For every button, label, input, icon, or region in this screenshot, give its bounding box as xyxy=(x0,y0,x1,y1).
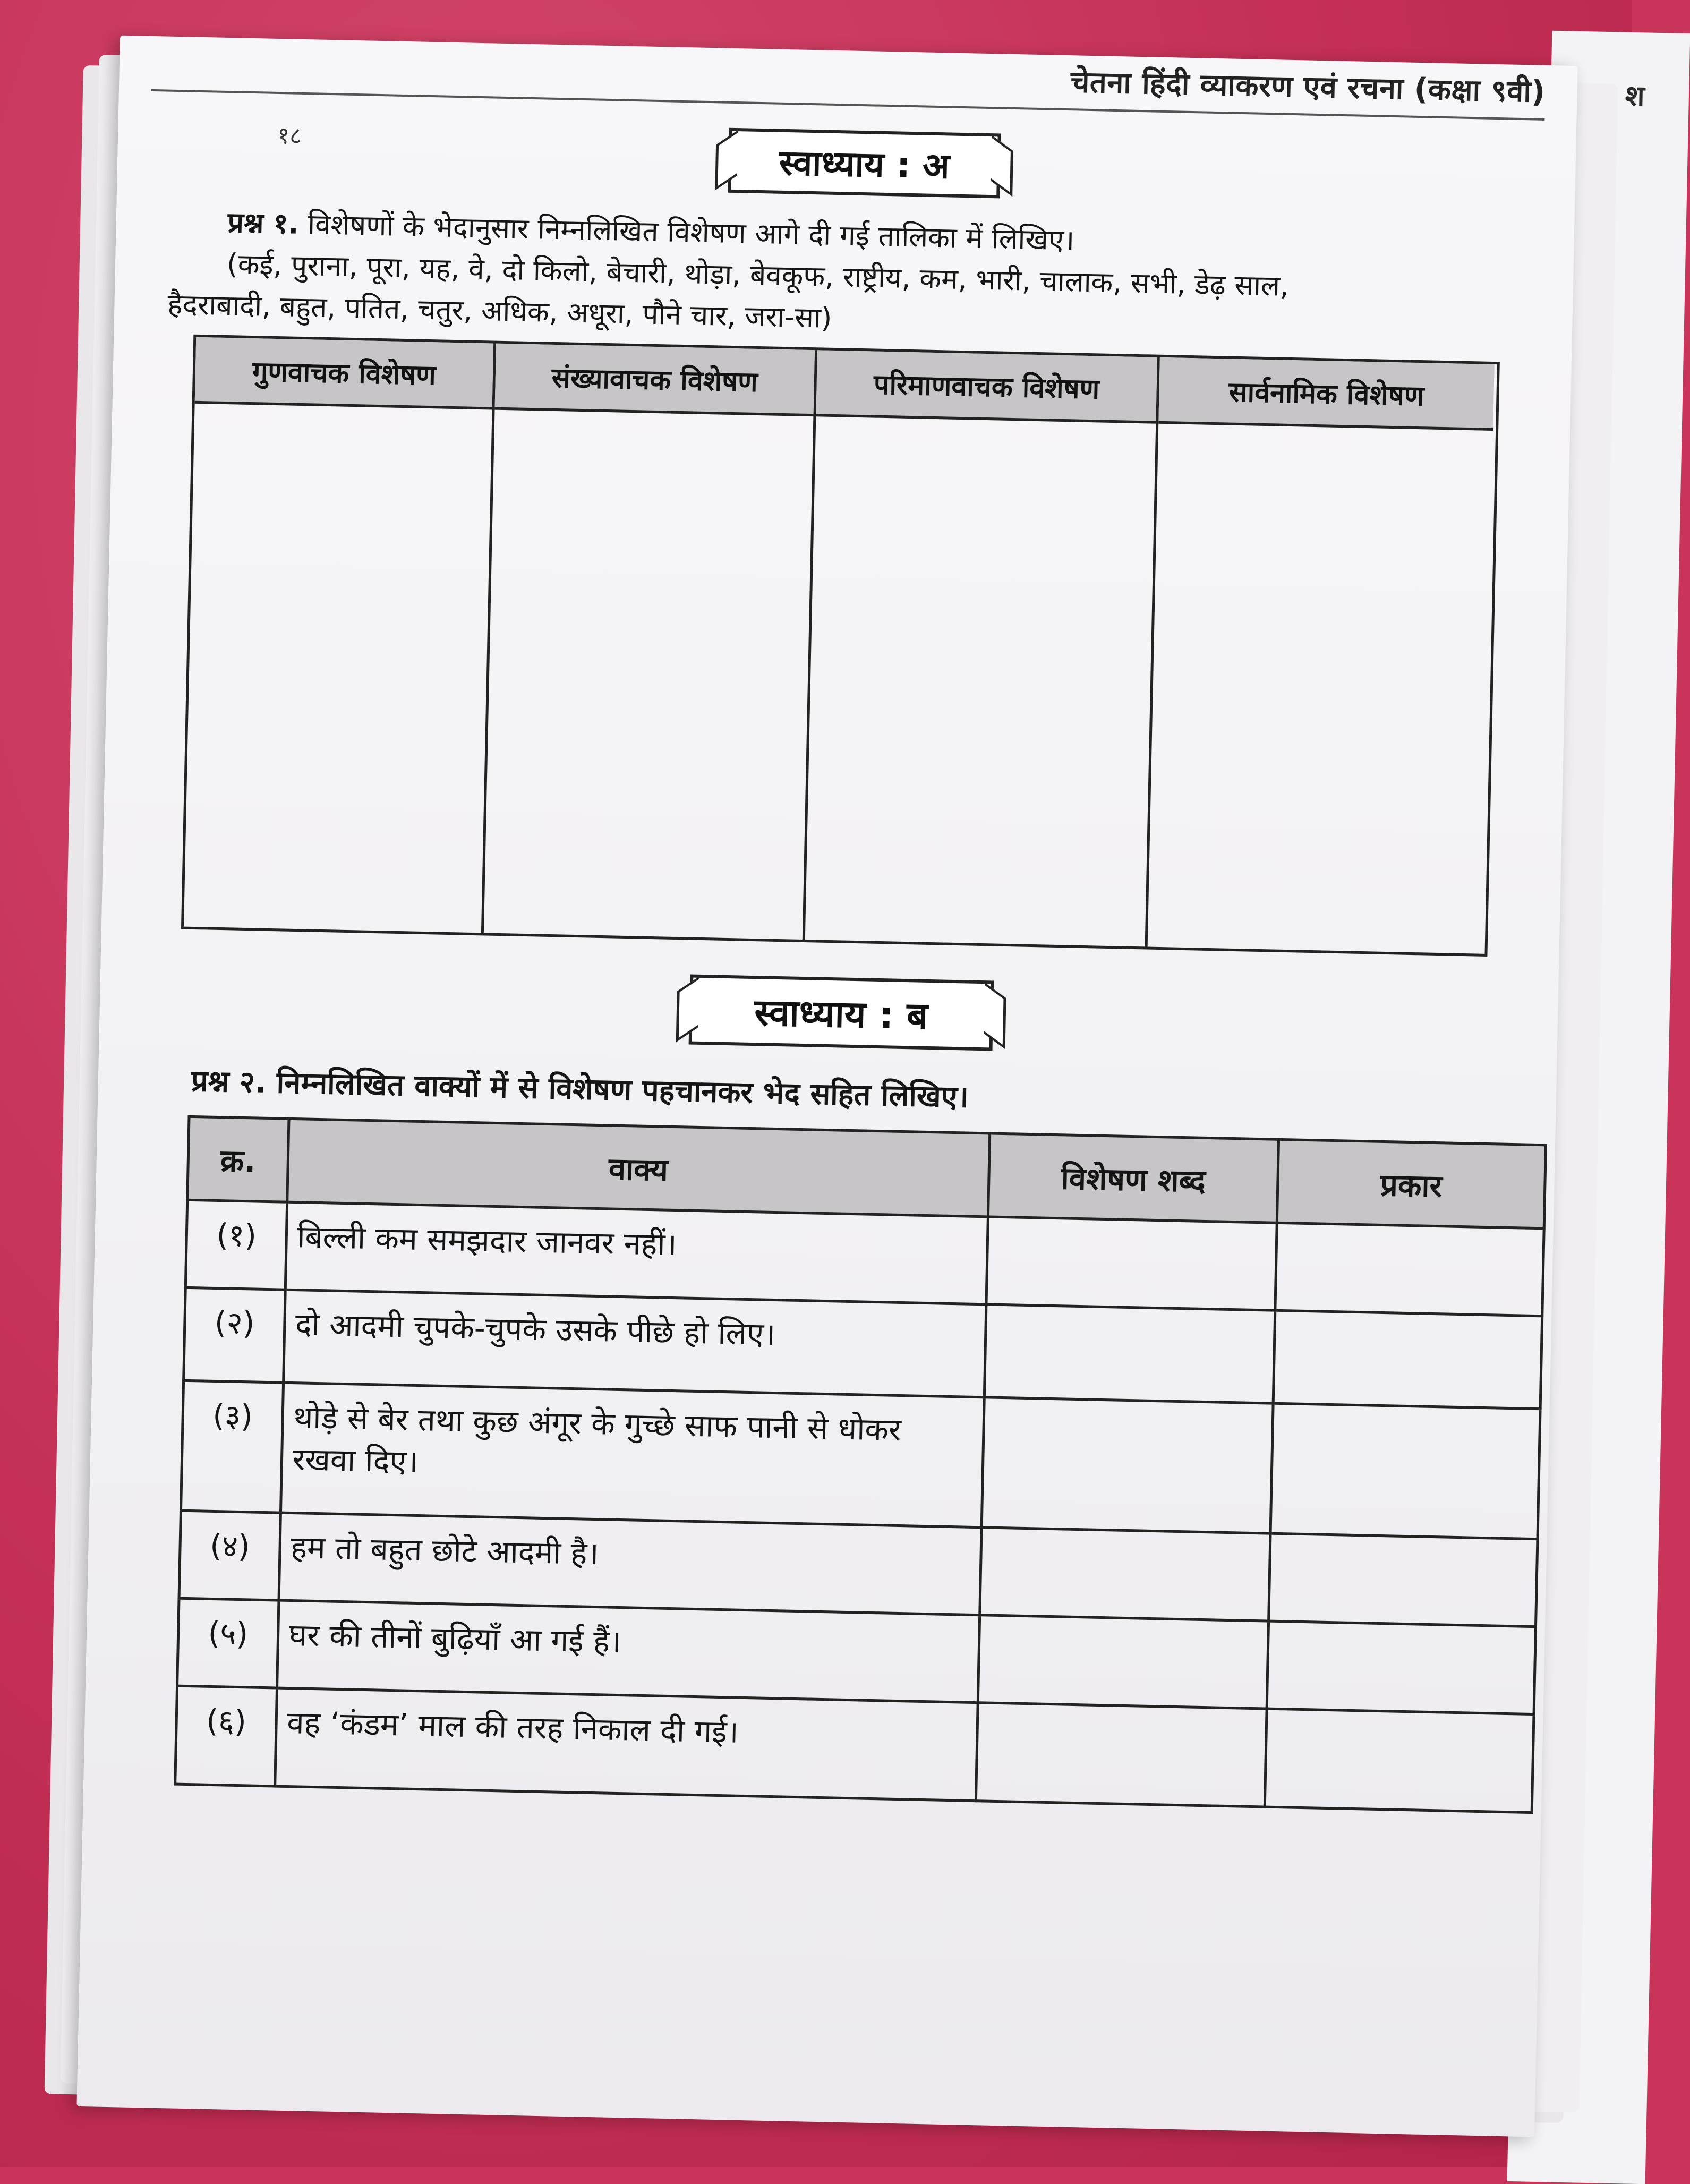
answer-cell-kind xyxy=(1265,1709,1534,1813)
question-2 xyxy=(191,1060,969,1116)
column-numeral xyxy=(484,344,817,940)
column-header: संख्यावाचक विशेषण xyxy=(495,344,815,417)
answer-cell-word xyxy=(980,1528,1270,1621)
header-sentence: वाक्य xyxy=(287,1119,989,1217)
question-1-label: प्रश्न १. xyxy=(227,207,300,241)
header-word: विशेषण शब्द xyxy=(988,1133,1278,1223)
sentence-table xyxy=(174,1115,1547,1814)
word-list-line-1: (कई, पुराना, पूरा, यह, वे, दो किलो, बेचारी, थोड़ा, बेवकूफ, राष्ट्रीय, कम, भारी, चालाक, सभी, डेढ़ साल, xyxy=(226,248,1290,303)
section-b-banner xyxy=(689,975,994,1051)
row-number: (१) xyxy=(185,1200,287,1290)
section-b-title: स्वाध्याय : ब xyxy=(754,991,928,1038)
book-page xyxy=(76,36,1577,2137)
page-number: १८ xyxy=(277,122,302,150)
row-sentence: थोड़े से बेर तथा कुछ अंगूर के गुच्छे साफ पानी से धोकर रखवा दिए। xyxy=(280,1383,984,1528)
row-sentence: बिल्ली कम समझदार जानवर नहीं। xyxy=(285,1202,988,1304)
answer-cell-kind xyxy=(1275,1223,1544,1316)
row-number: (२) xyxy=(184,1287,285,1383)
answer-cell-word xyxy=(986,1217,1277,1310)
row-sentence: वह ‘कंडम’ माल की तरह निकाल दी गई। xyxy=(275,1688,978,1801)
answer-cell-word xyxy=(984,1304,1275,1403)
question-2-text: निम्नलिखित वाक्यों में से विशेषण पहचानकर भेद सहित लिखिए। xyxy=(276,1065,969,1115)
answer-cell-word xyxy=(976,1703,1266,1807)
column-qualitative xyxy=(184,337,496,933)
answer-cell-kind xyxy=(1270,1403,1540,1539)
section-a-banner xyxy=(728,128,1001,199)
answer-cell-kind xyxy=(1268,1533,1538,1627)
row-number: (६) xyxy=(175,1686,277,1786)
section-a-title: स्वाध्याय : अ xyxy=(779,142,950,187)
header-num: क्र. xyxy=(187,1116,289,1202)
adjacent-page-text: श xyxy=(1625,79,1645,113)
column-header: सार्वनामिक विशेषण xyxy=(1158,357,1494,431)
question-1 xyxy=(167,202,1529,354)
answer-cell-kind xyxy=(1267,1621,1536,1714)
column-header: परिमाणवाचक विशेषण xyxy=(816,350,1157,423)
question-1-text: विशेषणों के भेदानुसार निम्नलिखित विशेषण आगे दी गई तालिका में लिखिए। xyxy=(307,208,1075,257)
row-number: (५) xyxy=(177,1598,279,1688)
header-kind: प्रकार xyxy=(1277,1139,1546,1228)
word-list-line-2: हैदराबादी, बहुत, पतित, चतुर, अधिक, अधूरा, पौने चार, जरा-सा) xyxy=(167,288,832,335)
classification-table xyxy=(181,335,1500,957)
row-sentence: दो आदमी चुपके-चुपके उसके पीछे हो लिए। xyxy=(283,1290,986,1397)
column-header: गुणवाचक विशेषण xyxy=(195,337,493,410)
row-sentence: घर की तीनों बुढ़ियाँ आ गई हैं। xyxy=(277,1600,979,1703)
row-number: (३) xyxy=(181,1380,283,1513)
column-quantitative xyxy=(805,350,1160,946)
row-sentence: हम तो बहुत छोटे आदमी है। xyxy=(279,1513,981,1615)
answer-cell-kind xyxy=(1273,1310,1542,1409)
column-pronominal xyxy=(1148,357,1495,954)
answer-cell-word xyxy=(981,1397,1273,1533)
answer-cell-word xyxy=(978,1615,1268,1709)
question-2-label: प्रश्न २. xyxy=(191,1063,267,1100)
row-number: (४) xyxy=(179,1511,280,1600)
running-header: चेतना हिंदी व्याकरण एवं रचना (कक्षा ९वी) xyxy=(1070,65,1546,109)
